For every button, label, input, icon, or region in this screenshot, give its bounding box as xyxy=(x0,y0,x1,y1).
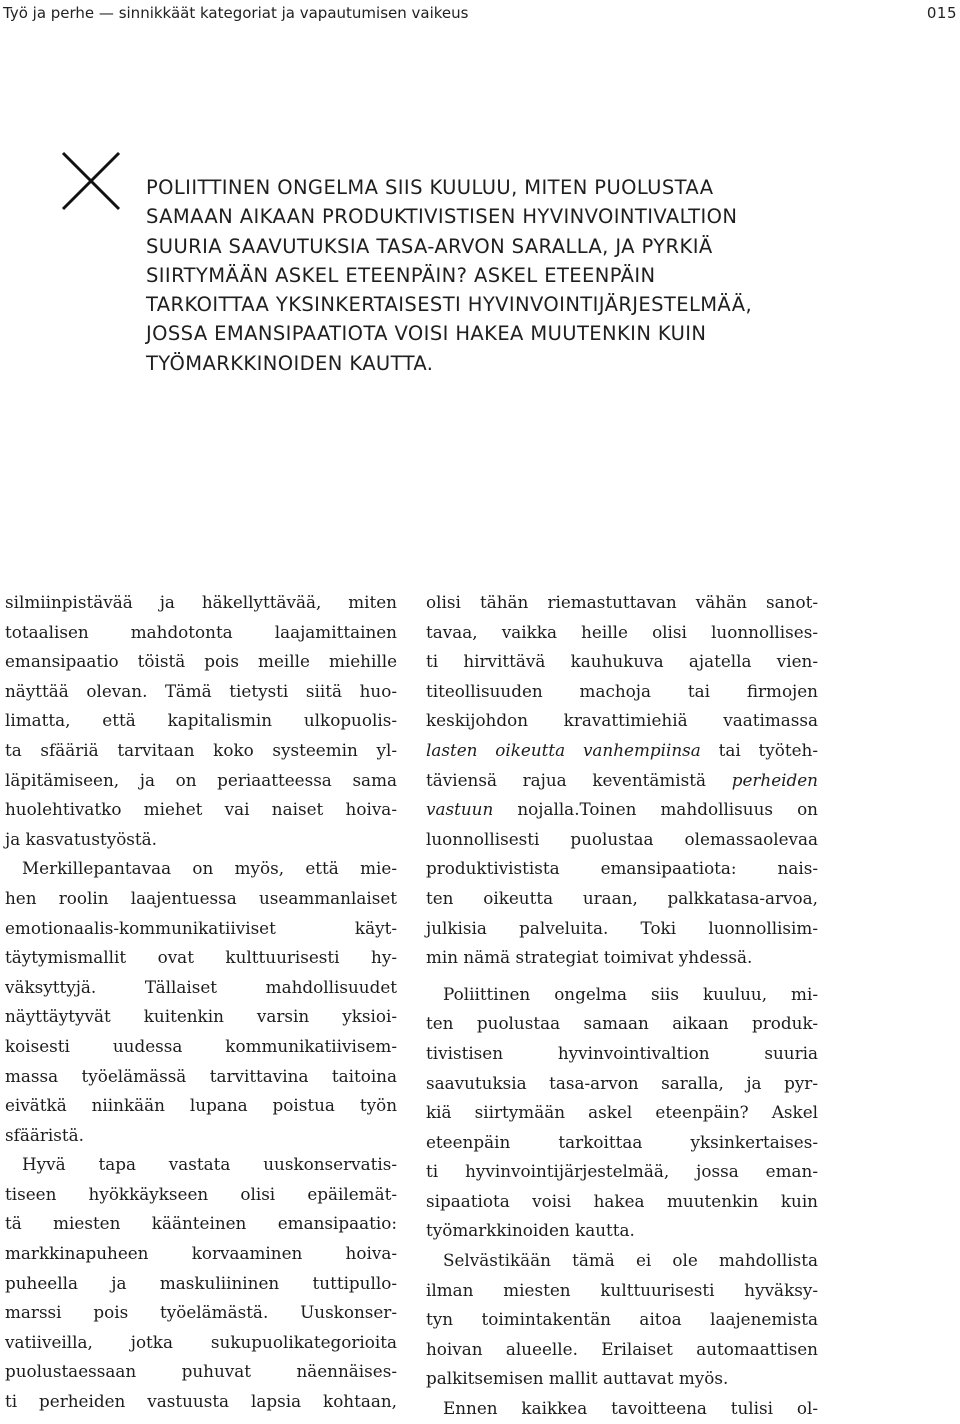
body-line: tivistisen hyvinvointivaltion suuria xyxy=(426,1042,818,1063)
page-number: 015 xyxy=(926,4,957,22)
body-line: sfääristä. xyxy=(5,1124,84,1145)
pull-quote-line: JOSSA EMANSIPAATIOTA VOISI HAKEA MUUTENKIN KUIN xyxy=(146,322,707,346)
body-line: marssi pois työelämästä. Uuskonser- xyxy=(5,1302,397,1323)
body-line: eteenpäin tarkoittaa yksinkertaises- xyxy=(426,1131,818,1152)
body-line: Ennen kaikkea tavoitteena tulisi ol- xyxy=(443,1398,818,1419)
body-line: tä miesten käänteinen emansipaatio: xyxy=(5,1213,397,1234)
body-line: Selvästikään tämä ei ole mahdollista xyxy=(443,1250,818,1271)
body-line: ten puolustaa samaan aikaan produk- xyxy=(426,1013,818,1034)
body-line: massa työelämässä tarvittavina taitoina xyxy=(5,1065,397,1086)
body-line: koisesti uudessa kommunikatiivisem- xyxy=(5,1035,397,1056)
body-line: eivätkä niinkään lupana poistua työn xyxy=(5,1095,397,1116)
line-text: tai työteh- xyxy=(700,739,818,760)
italic-phrase: lasten oikeutta vanhempiinsa xyxy=(426,739,701,760)
body-line: luonnollisesti puolustaa olemassaolevaa xyxy=(426,828,818,849)
body-line: ti hyvinvointijärjestelmää, jossa eman- xyxy=(426,1161,818,1182)
body-line: näyttää olevan. Tämä tietysti siitä huo- xyxy=(5,680,397,701)
pull-quote xyxy=(146,173,946,378)
body-line: julkisia palveluita. Toki luonnollisim- xyxy=(426,917,818,938)
page-header xyxy=(0,2,960,28)
body-line xyxy=(426,766,818,796)
body-line: Hyvä tapa vastata uuskonservatis- xyxy=(22,1154,397,1175)
body-line: markkinapuheen korvaaminen hoiva- xyxy=(5,1243,397,1264)
body-line: puheella ja maskuliininen tuttipullo- xyxy=(5,1272,397,1293)
line-text: nojalla.Toinen mahdollisuus on xyxy=(493,799,818,820)
body-line: limatta, että kapitalismin ulkopuolis- xyxy=(5,710,397,731)
body-line: totaalisen mahdotonta laajamittainen xyxy=(5,621,397,642)
italic-phrase: vastuun xyxy=(426,799,494,820)
body-line: huolehtivatko miehet vai naiset hoiva- xyxy=(5,799,397,820)
body-line: ti perheiden vastuusta lapsia kohtaan, xyxy=(5,1391,397,1412)
body-line: työmarkkinoiden kautta. xyxy=(426,1220,635,1241)
body-line: tavaa, vaikka heille olisi luonnollises- xyxy=(426,621,818,642)
body-column-right xyxy=(426,588,818,1424)
body-line: tiseen hyökkäykseen olisi epäilemät- xyxy=(5,1183,397,1204)
body-line: täytymismallit ovat kulttuurisesti hy- xyxy=(5,947,397,968)
body-line: Merkillepantavaa on myös, että mie- xyxy=(22,858,397,879)
body-line xyxy=(426,795,818,825)
body-line: Poliittinen ongelma siis kuuluu, mi- xyxy=(443,983,818,1004)
pull-quote-line: TYÖMARKKINOIDEN KAUTTA. xyxy=(146,351,434,375)
body-column-left xyxy=(5,588,397,1417)
pull-quote-line: SIIRTYMÄÄN ASKEL ETEENPÄIN? ASKEL ETEENPÄIN xyxy=(146,263,656,287)
body-line: hoivan alueelle. Erilaiset automaattisen xyxy=(426,1338,818,1359)
body-line: kiä siirtymään askel eteenpäin? Askel xyxy=(426,1102,818,1123)
pull-quote-line: TARKOITTAA YKSINKERTAISESTI HYVINVOINTIJÄRJESTELMÄÄ, xyxy=(146,293,753,317)
body-line: läpitämiseen, ja on periaatteessa sama xyxy=(5,769,397,790)
body-line: ten oikeutta uraan, palkkatasa-arvoa, xyxy=(426,887,818,908)
cross-mark-icon xyxy=(60,150,122,212)
body-line: hen roolin laajentuessa useammanlaiset xyxy=(5,887,397,908)
italic-phrase: perheiden xyxy=(731,769,818,790)
body-line: emotionaalis-kommunikatiiviset käyt- xyxy=(5,917,397,938)
pull-quote-line: SUURIA SAAVUTUKSIA TASA-ARVON SARALLA, JA PYRKIÄ xyxy=(146,234,713,258)
body-line: emansipaatio töistä pois meille miehille xyxy=(5,651,397,672)
body-line: palkitsemisen mallit auttavat myös. xyxy=(426,1368,729,1389)
body-line: min nämä strategiat toimivat yhdessä. xyxy=(426,947,753,968)
body-line: produktivistista emansipaatiota: nais- xyxy=(426,858,818,879)
body-line: ilman miesten kulttuurisesti hyväksy- xyxy=(426,1279,818,1300)
body-line: väksyttyjä. Tällaiset mahdollisuudet xyxy=(5,976,397,997)
line-text: täviensä rajua keventämistä xyxy=(426,769,732,790)
body-line: puolustaessaan puhuvat näennäises- xyxy=(5,1361,397,1382)
body-line: vatiiveilla, jotka sukupuolikategorioita xyxy=(5,1331,397,1352)
running-title: Työ ja perhe — sinnikkäät kategoriat ja vapautumisen vaikeus xyxy=(3,4,469,22)
body-line xyxy=(426,736,818,766)
body-line: sipaatiota voisi hakea muutenkin kuin xyxy=(426,1190,818,1211)
body-line: näyttäytyvät kuitenkin varsin yksioi- xyxy=(5,1006,397,1027)
body-line: titeollisuuden machoja tai firmojen xyxy=(426,680,818,701)
body-line: saavutuksia tasa-arvon saralla, ja pyr- xyxy=(426,1072,818,1093)
pull-quote-line: SAMAAN AIKAAN PRODUKTIVISTISEN HYVINVOINTIVALTION xyxy=(146,205,738,229)
body-line: olisi tähän riemastuttavan vähän sanot- xyxy=(426,592,818,612)
body-line: keskijohdon kravattimiehiä vaatimassa xyxy=(426,710,818,731)
body-line: tyn toimintakentän aitoa laajenemista xyxy=(426,1309,818,1330)
body-line: silmiinpistävää ja häkellyttävää, miten xyxy=(5,592,397,612)
body-line: ti hirvittävä kauhukuva ajatella vien- xyxy=(426,651,818,672)
body-line: ta sfääriä tarvitaan koko systeemin yl- xyxy=(5,739,397,760)
pull-quote-line: POLIITTINEN ONGELMA SIIS KUULUU, MITEN PUOLUSTAA xyxy=(146,176,714,199)
body-line: ja kasvatustyöstä. xyxy=(5,828,157,849)
